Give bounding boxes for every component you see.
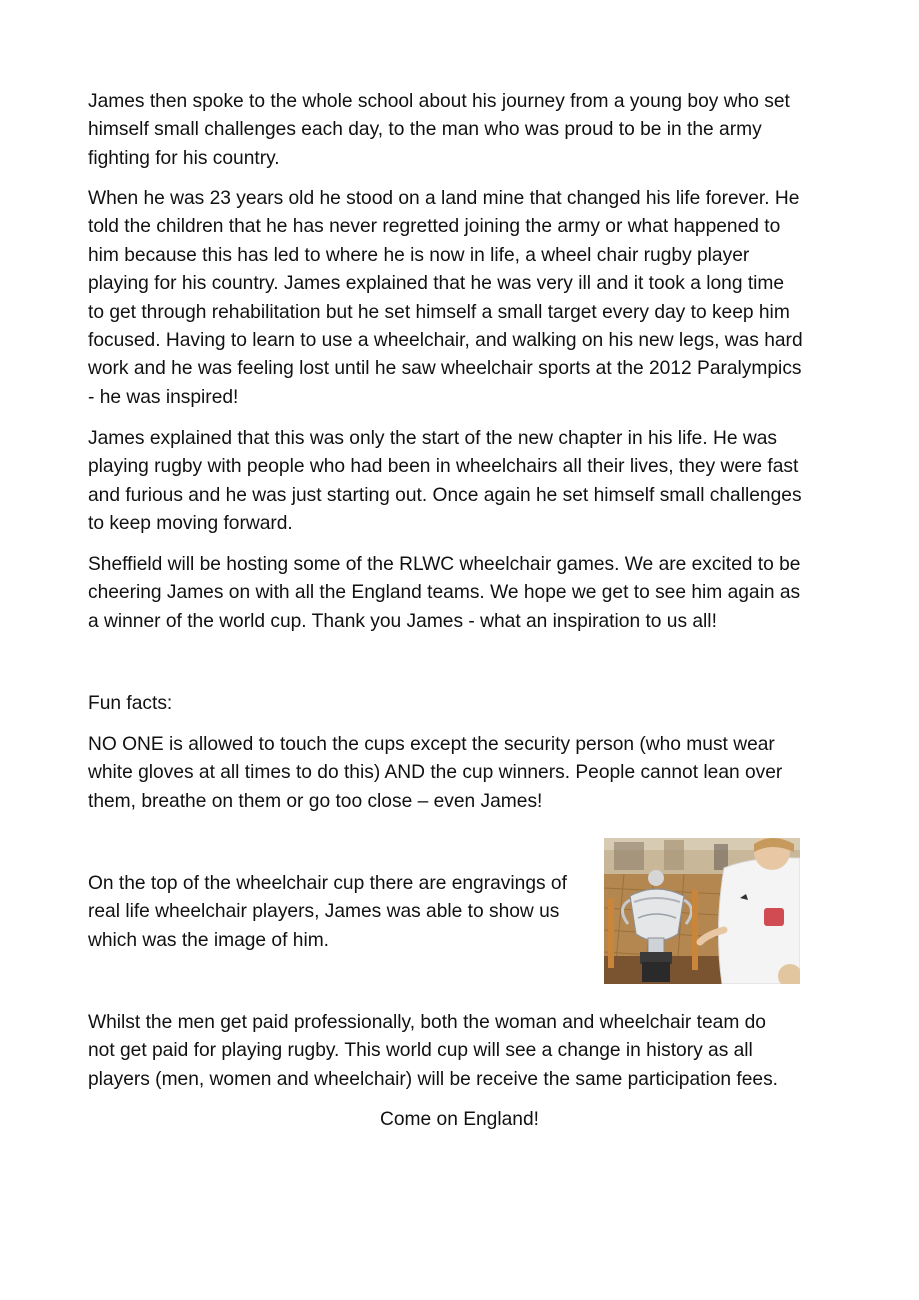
text-line: Sheffield will be hosting some of the RLWC wheelchair games. We are excited to be [88, 554, 801, 575]
text-line: to keep moving forward. [88, 513, 293, 535]
text-line: James explained that this was only the start of the new chapter in his life. He was [88, 428, 777, 449]
paragraph-land-mine [88, 185, 803, 412]
text-line: white gloves at all times to do this) AND the cup winners. People cannot lean over [88, 762, 783, 784]
closing-line: Come on England! [380, 1109, 539, 1130]
text-line: fighting for his country. [88, 147, 280, 169]
text-line: When he was 23 years old he stood on a land mine that changed his life forever. He [88, 188, 800, 209]
paragraph-new-chapter [88, 425, 802, 539]
trophy-photo-illustration [604, 838, 800, 984]
text-line: which was the image of him. [88, 929, 330, 951]
text-line: a winner of the world cup. Thank you James - what an inspiration to us all! [88, 610, 717, 632]
text-line: and furious and he was just starting out. Once again he set himself small challenges [88, 484, 802, 506]
paragraph-cups [88, 731, 782, 816]
text-line: work and he was feeling lost until he saw wheelchair sports at the 2012 Paralympics [88, 358, 802, 380]
text-line: told the children that he has never regretted joining the army or what happened to [88, 216, 781, 238]
text-line: cheering James on with all the England teams. We hope we get to see him again as [88, 582, 801, 604]
paragraph-engravings [88, 870, 567, 955]
text-line: James then spoke to the whole school about his journey from a young boy who set [88, 91, 790, 112]
text-line: focused. Having to learn to use a wheelchair, and walking on his new legs, was hard [88, 330, 803, 352]
text-line: players (men, women and wheelchair) will be receive the same participation fees. [88, 1068, 779, 1090]
text-line: not get paid for playing rugby. This world cup will see a change in history as all [88, 1040, 753, 1062]
text-line: NO ONE is allowed to touch the cups except the security person (who must wear [88, 734, 775, 755]
trophy-photo [604, 838, 800, 984]
text-line: Whilst the men get paid professionally, both the woman and wheelchair team do [88, 1012, 766, 1033]
text-line: him because this has led to where he is now in life, a wheel chair rugby player [88, 244, 750, 266]
paragraph-journey [88, 88, 790, 173]
text-line: to get through rehabilitation but he set himself a small target every day to keep him [88, 301, 790, 323]
text-line: playing for his country. James explained that he was very ill and it took a long time [88, 273, 785, 295]
paragraph-sheffield [88, 551, 800, 636]
text-line: them, breathe on them or go too close – even James! [88, 790, 543, 812]
fun-facts-heading [88, 690, 172, 718]
text-line: real life wheelchair players, James was able to show us [88, 901, 560, 923]
heading-text: Fun facts: [88, 693, 173, 714]
text-line: playing rugby with people who had been in wheelchairs all their lives, they were fast [88, 456, 799, 478]
text-line: On the top of the wheelchair cup there are engravings of [88, 873, 567, 894]
paragraph-pay [88, 1009, 778, 1094]
text-line: himself small challenges each day, to the man who was proud to be in the army [88, 119, 762, 141]
text-line: - he was inspired! [88, 386, 239, 408]
